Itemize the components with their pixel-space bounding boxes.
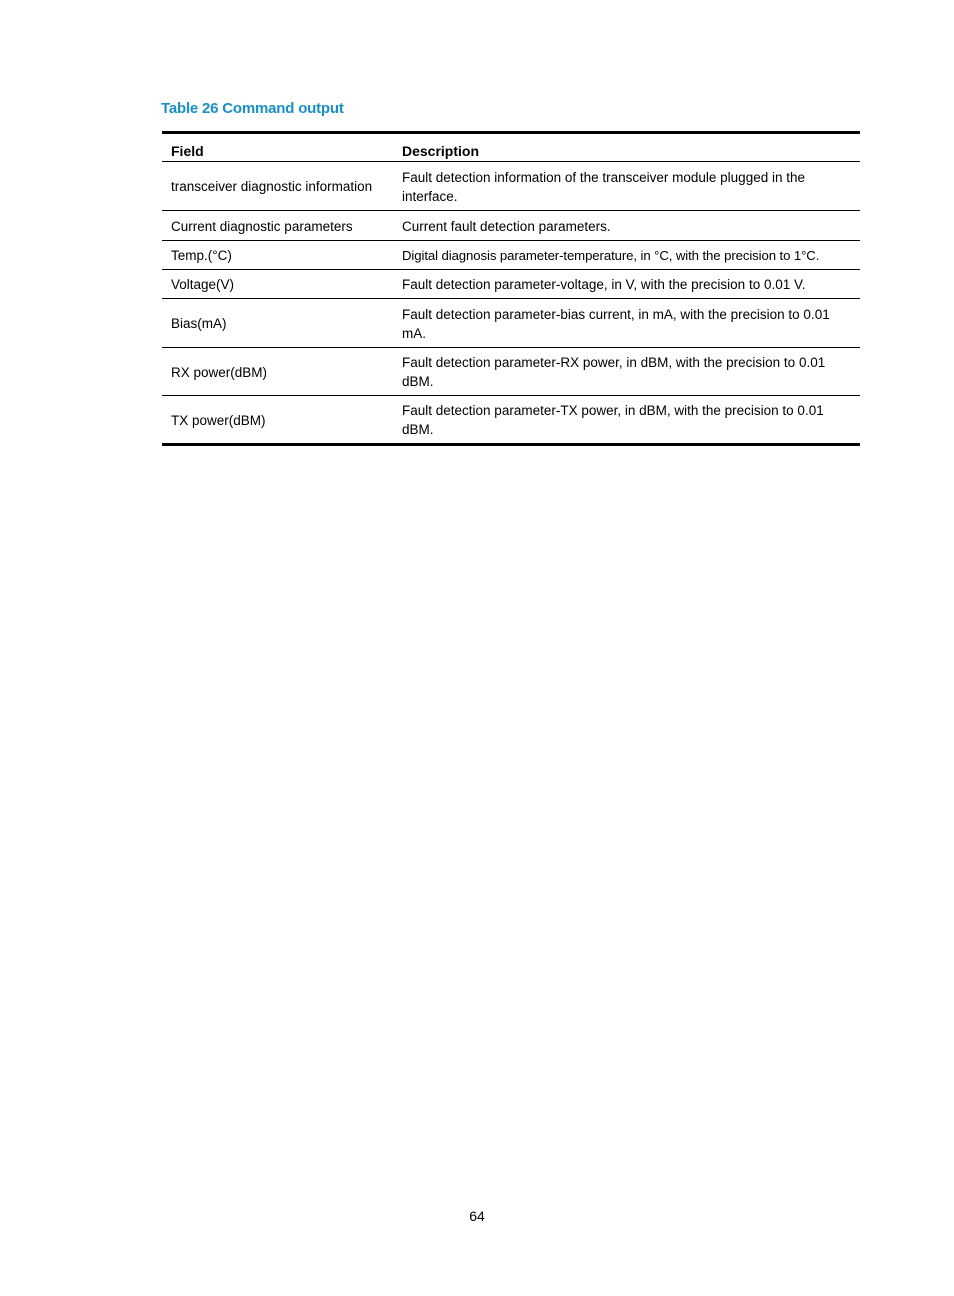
field-cell: transceiver diagnostic information <box>162 162 393 211</box>
table-header-row <box>162 133 860 162</box>
table-row <box>162 270 860 299</box>
description-cell: Fault detection parameter-TX power, in dBM, with the precision to 0.01 dBM. <box>393 396 860 445</box>
table-row <box>162 396 860 445</box>
description-cell: Digital diagnosis parameter-temperature, in °C, with the precision to 1°C. <box>393 241 860 270</box>
header-field: Field <box>171 143 204 159</box>
table-row <box>162 211 860 241</box>
field-cell: Temp.(°C) <box>162 241 393 270</box>
table-row <box>162 241 860 270</box>
description-cell: Fault detection parameter-bias current, in mA, with the precision to 0.01 mA. <box>393 299 860 348</box>
field-cell: Current diagnostic parameters <box>162 211 393 241</box>
header-description: Description <box>402 143 480 159</box>
table-caption: Table 26 Command output <box>161 100 344 117</box>
description-cell: Fault detection information of the transceiver module plugged in the interface. <box>393 162 860 211</box>
command-output-table-container <box>162 131 860 446</box>
command-output-table <box>162 131 860 446</box>
table-row <box>162 162 860 211</box>
field-cell: Voltage(V) <box>162 270 393 299</box>
description-cell: Current fault detection parameters. <box>393 211 860 241</box>
field-cell: Bias(mA) <box>162 299 393 348</box>
field-cell: RX power(dBM) <box>162 348 393 396</box>
description-cell: Fault detection parameter-RX power, in dBM, with the precision to 0.01 dBM. <box>393 348 860 396</box>
page-number: 64 <box>469 1208 485 1224</box>
table-row <box>162 348 860 396</box>
table-row <box>162 299 860 348</box>
field-cell: TX power(dBM) <box>162 396 393 445</box>
description-cell: Fault detection parameter-voltage, in V, with the precision to 0.01 V. <box>393 270 860 299</box>
